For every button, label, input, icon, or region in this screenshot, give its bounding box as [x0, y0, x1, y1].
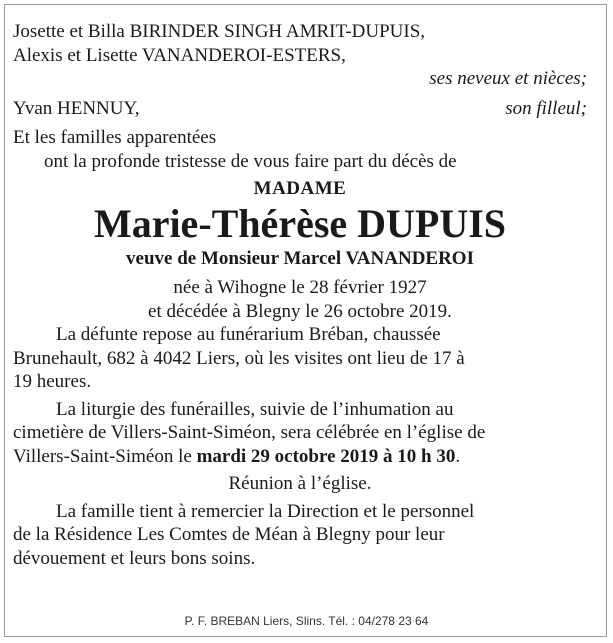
godson-name: Yvan HENNUY,	[13, 97, 140, 119]
liturgy-line-2: cimetière de Villers-Saint-Siméon, sera célébrée en l’église de	[13, 422, 486, 443]
rest-line-1: La défunte repose au funérarium Bréban, chaussée	[56, 324, 441, 345]
deceased-title: MADAME	[253, 178, 347, 199]
nephews-label: ses neveux et nièces;	[429, 68, 587, 89]
rest-line-3: 19 heures.	[13, 371, 92, 392]
families-line: Et les familles apparentées	[13, 127, 217, 148]
widow-of: veuve de Monsieur Marcel VANANDEROI	[126, 247, 474, 269]
liturgy-line-3	[13, 445, 587, 469]
liturgy-line-1: La liturgie des funérailles, suivie de l’inhumation au	[56, 398, 454, 420]
funeral-date: mardi 29 octobre 2019 à 10 h 30	[196, 445, 456, 467]
deceased-name: Marie-Thérèse DUPUIS	[93, 200, 507, 246]
godson-row	[13, 97, 587, 121]
thanks-line-2: de la Résidence Les Comtes de Méan à Blegny pour leur	[13, 524, 445, 545]
liturgy-end: .	[455, 445, 461, 467]
godson-label: son filleul;	[505, 97, 587, 119]
funeral-home-footer: P. F. BREBAN Liers, Slins. Tél. : 04/278 23 64	[184, 614, 429, 628]
liturgy-place: Villers-Saint-Siméon le	[13, 445, 197, 467]
thanks-line-3: dévouement et leurs bons soins.	[13, 547, 256, 569]
obituary-notice	[13, 20, 587, 570]
announcement-line: ont la profonde tristesse de vous faire part du décès de	[44, 150, 457, 172]
birth-line: née à Wihogne le 28 février 1927	[173, 277, 427, 298]
family-line-2: Alexis et Lisette VANANDEROI-ESTERS,	[13, 44, 346, 66]
thanks-line-1: La famille tient à remercier la Direction et le personnel	[56, 500, 475, 522]
family-line-1: Josette et Billa BIRINDER SINGH AMRIT-DUPUIS,	[13, 21, 426, 42]
death-line: et décédée à Blegny le 26 octobre 2019.	[148, 300, 452, 322]
meeting-line: Réunion à l’église.	[228, 473, 372, 494]
rest-line-2: Brunehault, 682 à 4042 Liers, où les visites ont lieu de 17 à	[13, 347, 465, 369]
